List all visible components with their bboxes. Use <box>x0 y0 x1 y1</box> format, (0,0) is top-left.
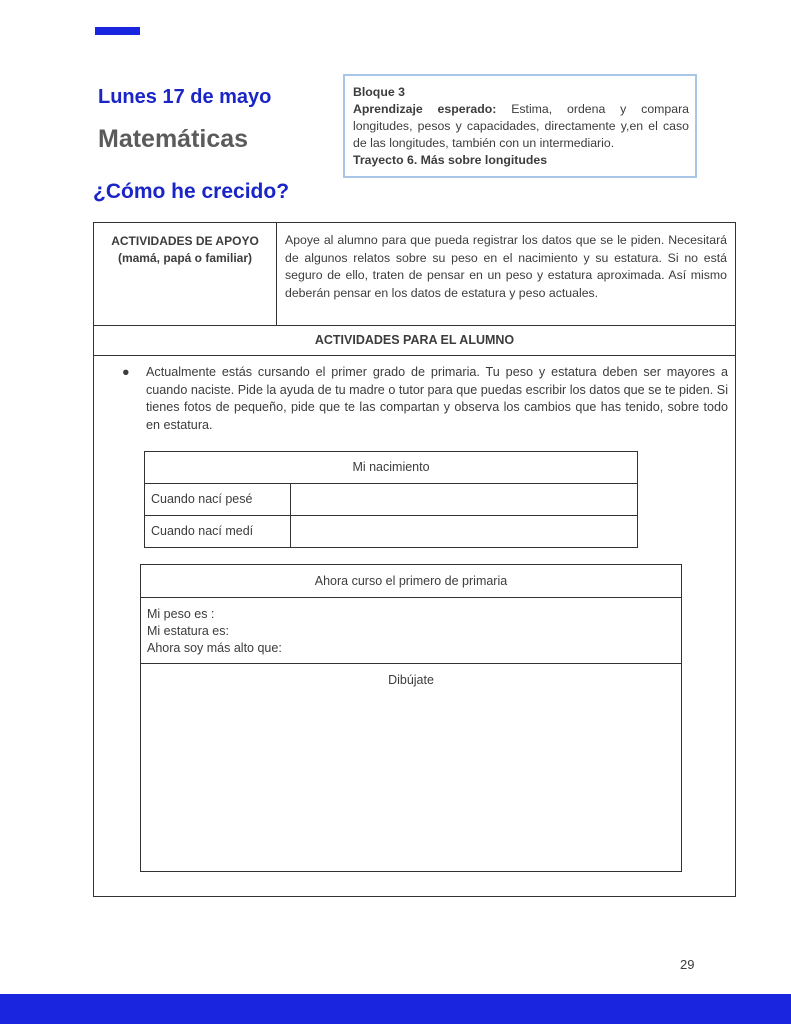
current-grade-heading: Ahora curso el primero de primaria <box>141 565 681 598</box>
page-number: 29 <box>680 957 695 972</box>
cell-divider <box>290 516 291 547</box>
support-label-line2: (mamá, papá o familiar) <box>117 251 253 265</box>
support-label-line1: ACTIVIDADES DE APOYO <box>111 234 259 248</box>
aprendizaje-text: Estima, ordena y compara longitudes, pesos y capacidades, directamente y,en el caso de las longitudes, también con un intermediario. <box>353 102 690 150</box>
aprendizaje-label: Aprendizaje esperado: <box>353 102 497 116</box>
birth-table <box>144 451 638 548</box>
drawing-area-label: Dibújate <box>388 673 434 687</box>
bottom-accent-bar <box>0 994 791 1024</box>
support-activities-text: Apoye al alumno para que pueda registrar los datos que se le piden. Necesitará de algunos relatos sobre su peso en el nacimiento y su estatura. Si no está seguro de ello, traten de pensar en un peso y estatura aproximada. Así mismo deberán pensar en los datos de estatura y peso actuales. <box>285 233 727 300</box>
current-grade-table <box>140 564 682 872</box>
current-height-label: Mi estatura es: <box>147 624 229 638</box>
cell-divider <box>290 484 291 515</box>
subject-title: Matemáticas <box>98 125 249 153</box>
birth-table-heading: Mi nacimiento <box>145 452 637 484</box>
birth-weight-row <box>145 484 637 516</box>
student-instructions-text: Actualmente estás cursando el primer grado de primaria. Tu peso y estatura deben ser mayores a cuando naciste. Pide la ayuda de tu madre o tutor para que puedas escribir los datos que se te piden. Si tienes fotos de pequeño, pide que te las compartan y observa los cambios que has tenido, sobre todo en estatura. <box>146 365 728 432</box>
learning-objective-box <box>343 74 697 178</box>
birth-height-label: Cuando nací medí <box>151 524 254 538</box>
support-activities-row <box>94 223 735 326</box>
current-measurements <box>141 598 681 664</box>
drawing-area <box>141 665 681 871</box>
top-accent-bar <box>95 27 140 35</box>
lesson-date: Lunes 17 de mayo <box>98 86 272 108</box>
birth-height-row <box>145 516 637 547</box>
current-weight-label: Mi peso es : <box>147 607 215 621</box>
bullet-icon: ● <box>122 365 130 379</box>
trayecto-label: Trayecto 6. Más sobre longitudes <box>353 153 548 167</box>
birth-weight-label: Cuando nací pesé <box>151 492 253 506</box>
student-instructions <box>122 364 728 434</box>
bloque-label: Bloque 3 <box>353 85 405 99</box>
lesson-title: ¿Cómo he crecido? <box>93 180 290 203</box>
taller-than-label: Ahora soy más alto que: <box>147 641 282 655</box>
student-activities-heading: ACTIVIDADES PARA EL ALUMNO <box>94 326 735 356</box>
support-activities-label <box>94 223 277 325</box>
